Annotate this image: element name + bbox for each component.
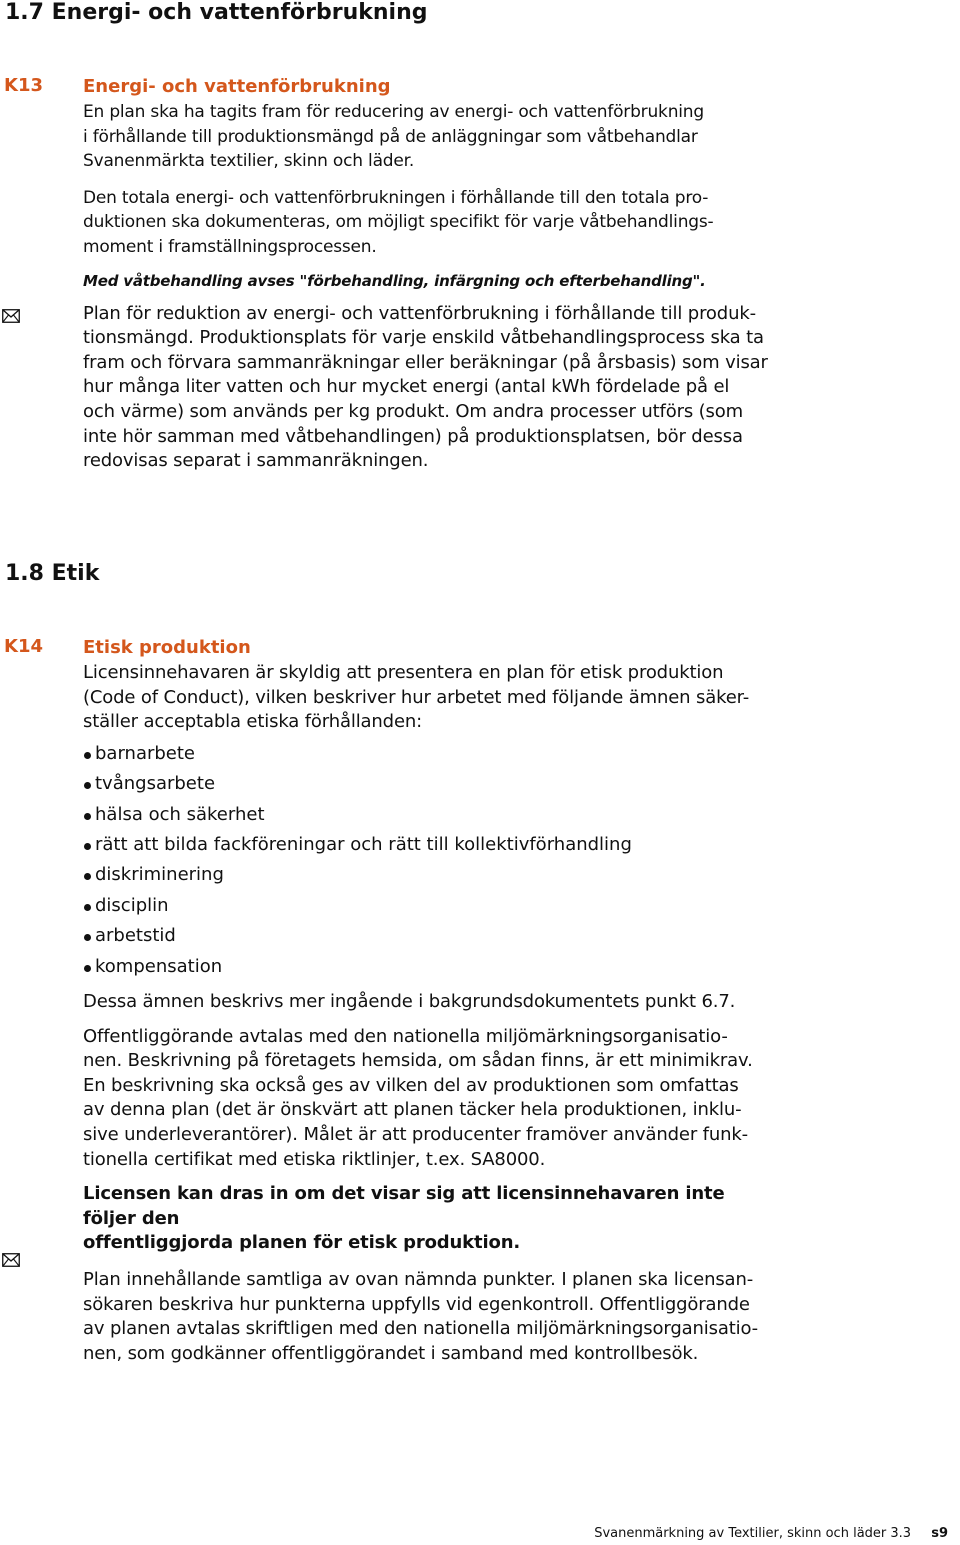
line: Offentliggörande avtalas med den nationella miljömärkningsorganisatio- bbox=[83, 1025, 728, 1047]
section-title-1-7: 1.7 Energi- och vattenförbrukning bbox=[5, 0, 428, 25]
requirement-title: Etisk produktion bbox=[83, 637, 251, 658]
line: Licensinnehavaren är skyldig att presentera en plan för etisk produktion bbox=[83, 662, 724, 683]
line: sökaren beskriva hur punkterna uppfylls vid egenkontroll. Offentliggörande bbox=[83, 1293, 750, 1315]
topic-list bbox=[83, 739, 773, 982]
line: Plan för reduktion av energi- och vattenförbrukning i förhållande till produk- bbox=[83, 302, 756, 324]
paragraph bbox=[83, 186, 773, 260]
requirement-title: Energi- och vattenförbrukning bbox=[83, 76, 391, 97]
line: nen, som godkänner offentliggörandet i samband med kontrollbesök. bbox=[83, 1342, 699, 1364]
list-item: rätt att bilda fackföreningar och rätt till kollektivförhandling bbox=[83, 830, 773, 860]
page-footer bbox=[594, 1526, 948, 1541]
paragraph bbox=[83, 100, 773, 174]
line: hur många liter vatten och hur mycket energi (antal kWh fördelade på el bbox=[83, 376, 730, 398]
documentation-paragraph bbox=[83, 302, 773, 474]
line: av planen avtalas skriftligen med den nationella miljömärkningsorganisatio- bbox=[83, 1318, 759, 1340]
list-item: tvångsarbete bbox=[83, 769, 773, 799]
line: Svanenmärkta textilier, skinn och läder. bbox=[83, 151, 415, 172]
line: (Code of Conduct), vilken beskriver hur arbetet med följande ämnen säker- bbox=[83, 686, 750, 708]
line: fram och förvara sammanräkningar eller beräkningar (på årsbasis) som visar bbox=[83, 351, 768, 373]
requirement-k14 bbox=[83, 635, 773, 1366]
line: En plan ska ha tagits fram för reducering av energi- och vattenförbrukning bbox=[83, 102, 704, 122]
list-item: arbetstid bbox=[83, 921, 773, 951]
envelope-icon bbox=[2, 1253, 20, 1267]
paragraph bbox=[83, 1025, 773, 1173]
line: Licensen kan dras in om det visar sig att licensinnehavaren inte följer den bbox=[83, 1183, 725, 1229]
list-item: hälsa och säkerhet bbox=[83, 800, 773, 830]
line: duktionen ska dokumenteras, om möjligt specifikt för varje våtbehandlings- bbox=[83, 212, 714, 233]
list-item: disciplin bbox=[83, 891, 773, 921]
documentation-paragraph bbox=[83, 1268, 773, 1366]
line: inte hör samman med våtbehandlingen) på produktionsplatsen, bör dessa bbox=[83, 425, 743, 447]
list-item: barnarbete bbox=[83, 739, 773, 769]
line: i förhållande till produktionsmängd på de anläggningar som våtbehandlar bbox=[83, 126, 698, 147]
page-number: s9 bbox=[931, 1526, 948, 1541]
reference-paragraph: Dessa ämnen beskrivs mer ingående i bakgrundsdokumentets punkt 6.7. bbox=[83, 991, 736, 1013]
requirement-code-k13: K13 bbox=[4, 75, 43, 96]
requirement-k13 bbox=[83, 74, 773, 474]
line: av denna plan (det är önskvärt att planen täcker hela produktionen, inklu- bbox=[83, 1099, 742, 1121]
requirement-code-k14: K14 bbox=[4, 636, 43, 657]
list-item: diskriminering bbox=[83, 860, 773, 890]
line: och värme) som används per kg produkt. Om andra processer utförs (som bbox=[83, 400, 743, 422]
paragraph bbox=[83, 661, 773, 735]
note: Med våtbehandling avses "förbehandling, infärgning och efterbehandling". bbox=[83, 271, 706, 290]
section-title-1-8: 1.8 Etik bbox=[5, 561, 100, 586]
line: sive underleverantörer). Målet är att producenter framöver använder funk- bbox=[83, 1124, 748, 1145]
line: En beskrivning ska också ges av vilken del av produktionen som omfattas bbox=[83, 1074, 739, 1096]
envelope-icon bbox=[2, 309, 20, 323]
line: moment i framställningsprocessen. bbox=[83, 236, 377, 257]
footer-document-name: Svanenmärkning av Textilier, skinn och läder 3.3 bbox=[594, 1526, 912, 1541]
bold-paragraph bbox=[83, 1182, 773, 1256]
line: Den totala energi- och vattenförbrukningen i förhållande till den totala pro- bbox=[83, 187, 709, 208]
line: offentliggjorda planen för etisk produktion. bbox=[83, 1232, 521, 1254]
line: ställer acceptabla etiska förhållanden: bbox=[83, 711, 423, 733]
line: tionella certifikat med etiska riktlinjer, t.ex. SA8000. bbox=[83, 1148, 546, 1170]
line: redovisas separat i sammanräkningen. bbox=[83, 450, 429, 472]
list-item: kompensation bbox=[83, 952, 773, 982]
line: nen. Beskrivning på företagets hemsida, om sådan finns, är ett minimikrav. bbox=[83, 1050, 753, 1072]
line: tionsmängd. Produktionsplats för varje enskild våtbehandlingsprocess ska ta bbox=[83, 327, 764, 349]
line: Plan innehållande samtliga av ovan nämnda punkter. I planen ska licensan- bbox=[83, 1268, 754, 1290]
